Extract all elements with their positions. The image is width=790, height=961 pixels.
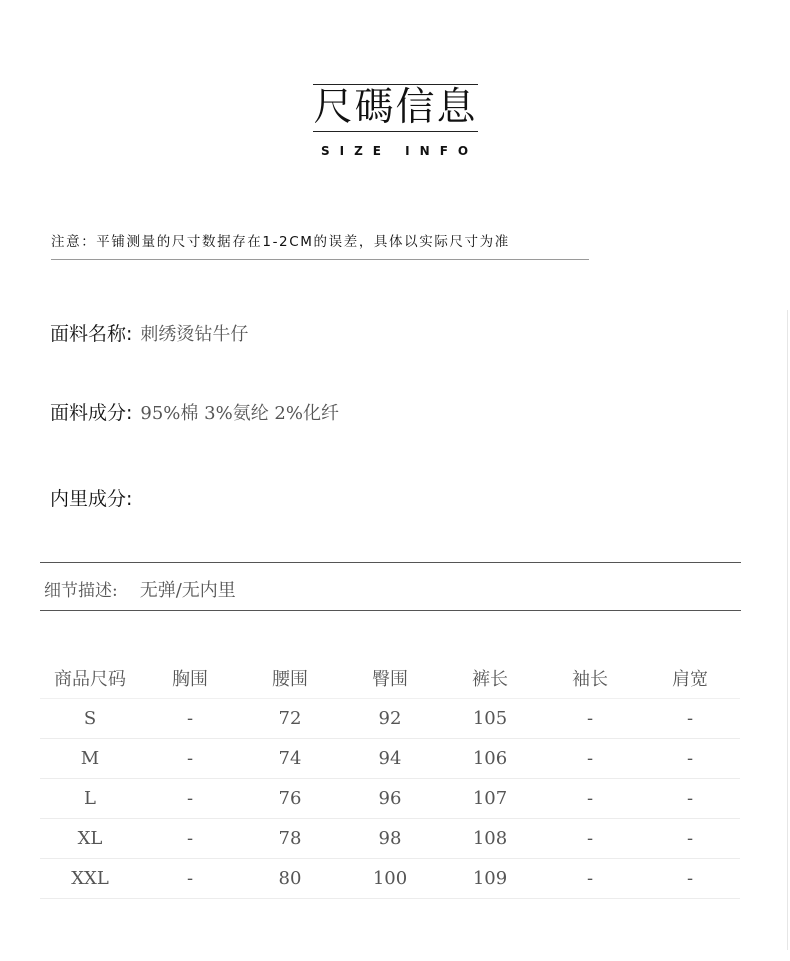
table-cell: - [640, 859, 740, 899]
header-size: 商品尺码 [40, 658, 140, 699]
fabric-composition-row [50, 398, 339, 425]
table-cell: 72 [240, 699, 340, 739]
detail-label: 细节描述: [44, 581, 118, 601]
table-cell: 94 [340, 739, 440, 779]
table-cell: 74 [240, 739, 340, 779]
page-subtitle: SIZE INFO [321, 144, 479, 158]
table-row [40, 819, 740, 859]
table-cell: - [140, 859, 240, 899]
table-cell: S [40, 699, 140, 739]
table-cell: - [140, 699, 240, 739]
table-cell: - [140, 779, 240, 819]
table-cell: - [540, 699, 640, 739]
table-row [40, 859, 740, 899]
table-cell: 107 [440, 779, 540, 819]
table-cell: 78 [240, 819, 340, 859]
detail-row [44, 576, 236, 602]
size-table-header-row [40, 658, 740, 699]
table-cell: 98 [340, 819, 440, 859]
table-row [40, 699, 740, 739]
lining-label: 内里成分: [50, 488, 133, 510]
table-cell: XXL [40, 859, 140, 899]
table-row [40, 779, 740, 819]
header-pants-length: 裤长 [440, 658, 540, 699]
table-cell: - [640, 699, 740, 739]
table-cell: 108 [440, 819, 540, 859]
right-edge-line [787, 310, 788, 950]
table-cell: 80 [240, 859, 340, 899]
table-cell: - [540, 779, 640, 819]
header-hip: 臀围 [340, 658, 440, 699]
detail-bottom-rule [40, 610, 741, 611]
table-cell: - [640, 739, 740, 779]
table-cell: - [640, 779, 740, 819]
header-sleeve-length: 袖长 [540, 658, 640, 699]
table-cell: M [40, 739, 140, 779]
table-cell: 92 [340, 699, 440, 739]
table-cell: L [40, 779, 140, 819]
header-shoulder-width: 肩宽 [640, 658, 740, 699]
fabric-name-value: 刺绣烫钻牛仔 [140, 324, 249, 345]
table-cell: XL [40, 819, 140, 859]
detail-value: 无弹/无内里 [139, 580, 236, 601]
table-row [40, 739, 740, 779]
table-cell: 105 [440, 699, 540, 739]
lining-row [50, 484, 140, 511]
notice-underline [51, 259, 589, 260]
table-cell: 100 [340, 859, 440, 899]
section-header [313, 84, 478, 158]
header-chest: 胸围 [140, 658, 240, 699]
table-cell: - [540, 819, 640, 859]
table-cell: 76 [240, 779, 340, 819]
table-cell: 109 [440, 859, 540, 899]
header-bottom-rule [313, 131, 478, 132]
fabric-composition-label: 面料成分: [50, 402, 133, 424]
fabric-name-row [50, 319, 248, 346]
table-cell: - [540, 739, 640, 779]
table-cell: - [640, 819, 740, 859]
fabric-composition-value: 95%棉 3%氨纶 2%化纤 [140, 403, 339, 424]
header-waist: 腰围 [240, 658, 340, 699]
fabric-name-label: 面料名称: [50, 323, 133, 345]
table-cell: 106 [440, 739, 540, 779]
page-title: 尺碼信息 [313, 85, 478, 130]
measurement-notice: 注意：平铺测量的尺寸数据存在1-2CM的误差，具体以实际尺寸为准 [51, 234, 510, 250]
table-cell: - [140, 739, 240, 779]
table-cell: - [540, 859, 640, 899]
table-cell: 96 [340, 779, 440, 819]
size-table [40, 658, 740, 899]
detail-top-rule [40, 562, 741, 563]
table-cell: - [140, 819, 240, 859]
